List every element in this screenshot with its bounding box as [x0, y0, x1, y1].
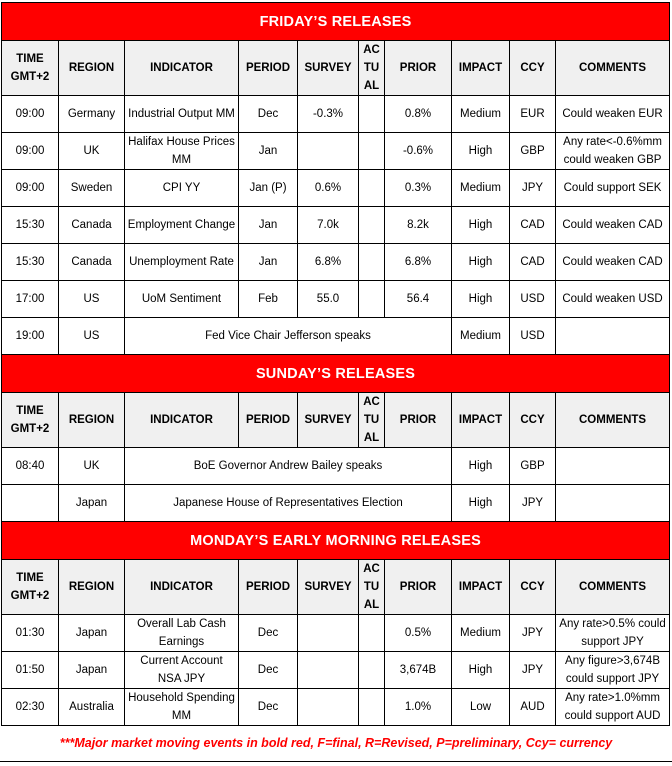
- table-row: [2, 689, 670, 726]
- column-header-region: [59, 41, 125, 96]
- cell-region: Germany: [59, 96, 125, 133]
- table-row: [2, 615, 670, 652]
- cell-indicator: Unemployment Rate: [125, 244, 239, 281]
- column-header-indicator: [125, 560, 239, 615]
- cell-region: UK: [59, 448, 125, 485]
- cell-time: 01:30: [2, 615, 59, 652]
- cell-impact: Low: [452, 689, 510, 726]
- table-row: [2, 318, 670, 355]
- column-header-comments: [556, 41, 670, 96]
- table-row: [2, 207, 670, 244]
- column-header-label: PERIOD: [245, 581, 291, 593]
- column-header-label: CCY: [520, 414, 545, 426]
- column-header-time: [2, 41, 59, 96]
- column-header-label: GMT+2: [10, 71, 50, 83]
- cell-period: Jan: [239, 244, 298, 281]
- cell-comments: Could support SEK: [556, 170, 670, 207]
- column-header-label: INDICATOR: [150, 581, 213, 593]
- table-row: [2, 281, 670, 318]
- cell-region: Japan: [59, 652, 125, 689]
- column-header-label: GMT+2: [10, 423, 50, 435]
- section-title-row: [2, 522, 670, 560]
- cell-time: 09:00: [2, 170, 59, 207]
- cell-actual: [359, 244, 385, 281]
- column-header-label: REGION: [68, 581, 115, 593]
- cell-period: Jan (P): [239, 170, 298, 207]
- column-header-label: COMMENTS: [578, 62, 647, 74]
- column-header-ccy: [510, 560, 556, 615]
- cell-ccy: JPY: [510, 615, 556, 652]
- section-title: FRIDAY’S RELEASES: [2, 3, 670, 41]
- column-header-label: SURVEY: [304, 581, 352, 593]
- column-header-label: REGION: [68, 414, 115, 426]
- cell-time: 15:30: [2, 244, 59, 281]
- releases-table: [1, 2, 670, 726]
- cell-survey: [298, 615, 359, 652]
- cell-impact: High: [452, 244, 510, 281]
- column-header-comments: [556, 560, 670, 615]
- cell-event: Fed Vice Chair Jefferson speaks: [125, 318, 452, 355]
- cell-prior: 1.0%: [385, 689, 452, 726]
- cell-comments: Any rate>0.5% could support JPY: [556, 615, 670, 652]
- table-row: [2, 244, 670, 281]
- column-header-label: TU: [363, 414, 380, 426]
- column-header-label: PRIOR: [399, 414, 437, 426]
- cell-survey: 0.6%: [298, 170, 359, 207]
- column-header-prior: [385, 393, 452, 448]
- cell-period: Jan: [239, 133, 298, 170]
- cell-impact: Medium: [452, 318, 510, 355]
- cell-actual: [359, 96, 385, 133]
- table-row: [2, 652, 670, 689]
- cell-region: Japan: [59, 615, 125, 652]
- column-header-label: PERIOD: [245, 62, 291, 74]
- cell-prior: 56.4: [385, 281, 452, 318]
- column-header-indicator: [125, 393, 239, 448]
- cell-ccy: USD: [510, 318, 556, 355]
- cell-comments: [556, 485, 670, 522]
- cell-actual: [359, 615, 385, 652]
- cell-actual: [359, 652, 385, 689]
- cell-time: 17:00: [2, 281, 59, 318]
- column-header-impact: [452, 393, 510, 448]
- cell-time: 01:50: [2, 652, 59, 689]
- column-header-label: AL: [363, 80, 380, 92]
- column-header-period: [239, 560, 298, 615]
- column-header-ccy: [510, 41, 556, 96]
- column-header-label: TU: [363, 62, 380, 74]
- column-header-actual: [359, 41, 385, 96]
- cell-ccy: JPY: [510, 652, 556, 689]
- cell-comments: Could weaken EUR: [556, 96, 670, 133]
- cell-indicator: UoM Sentiment: [125, 281, 239, 318]
- cell-impact: High: [452, 485, 510, 522]
- cell-region: Canada: [59, 244, 125, 281]
- column-header-actual: [359, 393, 385, 448]
- economic-calendar: [1, 2, 669, 726]
- cell-region: Australia: [59, 689, 125, 726]
- cell-period: Feb: [239, 281, 298, 318]
- cell-period: Dec: [239, 652, 298, 689]
- column-header-prior: [385, 41, 452, 96]
- cell-prior: -0.6%: [385, 133, 452, 170]
- column-header-label: IMPACT: [458, 62, 503, 74]
- cell-period: Dec: [239, 689, 298, 726]
- footnote: ***Major market moving events in bold red, F=final, R=Revised, P=preliminary, Ccy= currency: [59, 736, 613, 750]
- cell-indicator: Household Spending MM: [125, 689, 239, 726]
- cell-region: Sweden: [59, 170, 125, 207]
- cell-survey: -0.3%: [298, 96, 359, 133]
- column-header-label: PERIOD: [245, 414, 291, 426]
- cell-survey: 55.0: [298, 281, 359, 318]
- cell-survey: [298, 652, 359, 689]
- section-title-row: [2, 3, 670, 41]
- cell-ccy: JPY: [510, 170, 556, 207]
- cell-time: 02:30: [2, 689, 59, 726]
- column-header-period: [239, 393, 298, 448]
- cell-prior: 3,674B: [385, 652, 452, 689]
- cell-indicator: Employment Change: [125, 207, 239, 244]
- cell-time: 09:00: [2, 133, 59, 170]
- cell-ccy: GBP: [510, 448, 556, 485]
- cell-indicator: Overall Lab Cash Earnings: [125, 615, 239, 652]
- column-header-label: PRIOR: [399, 62, 437, 74]
- cell-time: 09:00: [2, 96, 59, 133]
- cell-region: Japan: [59, 485, 125, 522]
- cell-ccy: EUR: [510, 96, 556, 133]
- column-header-ccy: [510, 393, 556, 448]
- cell-impact: High: [452, 207, 510, 244]
- column-header-label: AL: [363, 432, 380, 444]
- cell-survey: 6.8%: [298, 244, 359, 281]
- column-header-label: TIME: [16, 572, 44, 584]
- cell-period: Dec: [239, 615, 298, 652]
- column-header-row: [2, 560, 670, 615]
- cell-impact: High: [452, 652, 510, 689]
- cell-ccy: USD: [510, 281, 556, 318]
- cell-comments: Any figure>3,674B could support JPY: [556, 652, 670, 689]
- cell-comments: [556, 448, 670, 485]
- column-header-period: [239, 41, 298, 96]
- column-header-label: TU: [363, 581, 380, 593]
- cell-indicator: Industrial Output MM: [125, 96, 239, 133]
- cell-comments: Any rate>1.0%mm could support AUD: [556, 689, 670, 726]
- cell-actual: [359, 689, 385, 726]
- column-header-label: COMMENTS: [578, 414, 647, 426]
- column-header-label: CCY: [520, 581, 545, 593]
- cell-comments: Could weaken CAD: [556, 207, 670, 244]
- cell-region: US: [59, 281, 125, 318]
- section-title-row: [2, 355, 670, 393]
- column-header-survey: [298, 41, 359, 96]
- cell-event: BoE Governor Andrew Bailey speaks: [125, 448, 452, 485]
- column-header-label: COMMENTS: [578, 581, 647, 593]
- cell-impact: Medium: [452, 615, 510, 652]
- column-header-region: [59, 560, 125, 615]
- column-header-survey: [298, 393, 359, 448]
- column-header-survey: [298, 560, 359, 615]
- cell-impact: Medium: [452, 96, 510, 133]
- cell-prior: 0.3%: [385, 170, 452, 207]
- column-header-label: SURVEY: [304, 414, 352, 426]
- cell-actual: [359, 207, 385, 244]
- column-header-label: INDICATOR: [150, 414, 213, 426]
- cell-impact: High: [452, 448, 510, 485]
- column-header-row: [2, 393, 670, 448]
- column-header-time: [2, 560, 59, 615]
- column-header-label: TIME: [16, 53, 44, 65]
- cell-indicator: Halifax House Prices MM: [125, 133, 239, 170]
- cell-impact: High: [452, 281, 510, 318]
- cell-prior: 0.5%: [385, 615, 452, 652]
- column-header-label: INDICATOR: [150, 62, 213, 74]
- cell-ccy: JPY: [510, 485, 556, 522]
- column-header-label: REGION: [68, 62, 115, 74]
- cell-comments: Could weaken USD: [556, 281, 670, 318]
- cell-prior: 0.8%: [385, 96, 452, 133]
- column-header-prior: [385, 560, 452, 615]
- cell-time: 08:40: [2, 448, 59, 485]
- column-header-row: [2, 41, 670, 96]
- cell-indicator: CPI YY: [125, 170, 239, 207]
- column-header-label: AC: [363, 396, 380, 408]
- column-header-label: IMPACT: [458, 414, 503, 426]
- table-row: [2, 448, 670, 485]
- cell-comments: Any rate<-0.6%mm could weaken GBP: [556, 133, 670, 170]
- cell-actual: [359, 170, 385, 207]
- cell-actual: [359, 281, 385, 318]
- cell-survey: 7.0k: [298, 207, 359, 244]
- column-header-label: AC: [363, 563, 380, 575]
- column-header-label: GMT+2: [10, 590, 50, 602]
- cell-ccy: GBP: [510, 133, 556, 170]
- cell-time: 15:30: [2, 207, 59, 244]
- table-row: [2, 133, 670, 170]
- cell-time: [2, 485, 59, 522]
- cell-prior: 8.2k: [385, 207, 452, 244]
- column-header-label: AL: [363, 599, 380, 611]
- cell-actual: [359, 133, 385, 170]
- column-header-comments: [556, 393, 670, 448]
- cell-period: Dec: [239, 96, 298, 133]
- cell-ccy: AUD: [510, 689, 556, 726]
- table-row: [2, 170, 670, 207]
- table-row: [2, 485, 670, 522]
- column-header-label: SURVEY: [304, 62, 352, 74]
- cell-ccy: CAD: [510, 244, 556, 281]
- cell-prior: 6.8%: [385, 244, 452, 281]
- cell-ccy: CAD: [510, 207, 556, 244]
- cell-impact: High: [452, 133, 510, 170]
- table-row: [2, 96, 670, 133]
- cell-region: UK: [59, 133, 125, 170]
- column-header-region: [59, 393, 125, 448]
- cell-period: Jan: [239, 207, 298, 244]
- column-header-label: IMPACT: [458, 581, 503, 593]
- cell-time: 19:00: [2, 318, 59, 355]
- column-header-label: TIME: [16, 405, 44, 417]
- section-title: SUNDAY’S RELEASES: [2, 355, 670, 393]
- cell-region: Canada: [59, 207, 125, 244]
- column-header-impact: [452, 41, 510, 96]
- column-header-indicator: [125, 41, 239, 96]
- column-header-label: CCY: [520, 62, 545, 74]
- cell-survey: [298, 133, 359, 170]
- column-header-time: [2, 393, 59, 448]
- bottom-divider: [0, 761, 672, 762]
- column-header-actual: [359, 560, 385, 615]
- column-header-label: AC: [363, 44, 380, 56]
- column-header-impact: [452, 560, 510, 615]
- cell-event: Japanese House of Representatives Election: [125, 485, 452, 522]
- cell-comments: Could weaken CAD: [556, 244, 670, 281]
- cell-region: US: [59, 318, 125, 355]
- cell-comments: [556, 318, 670, 355]
- cell-survey: [298, 689, 359, 726]
- section-title: MONDAY’S EARLY MORNING RELEASES: [2, 522, 670, 560]
- cell-impact: Medium: [452, 170, 510, 207]
- cell-indicator: Current Account NSA JPY: [125, 652, 239, 689]
- column-header-label: PRIOR: [399, 581, 437, 593]
